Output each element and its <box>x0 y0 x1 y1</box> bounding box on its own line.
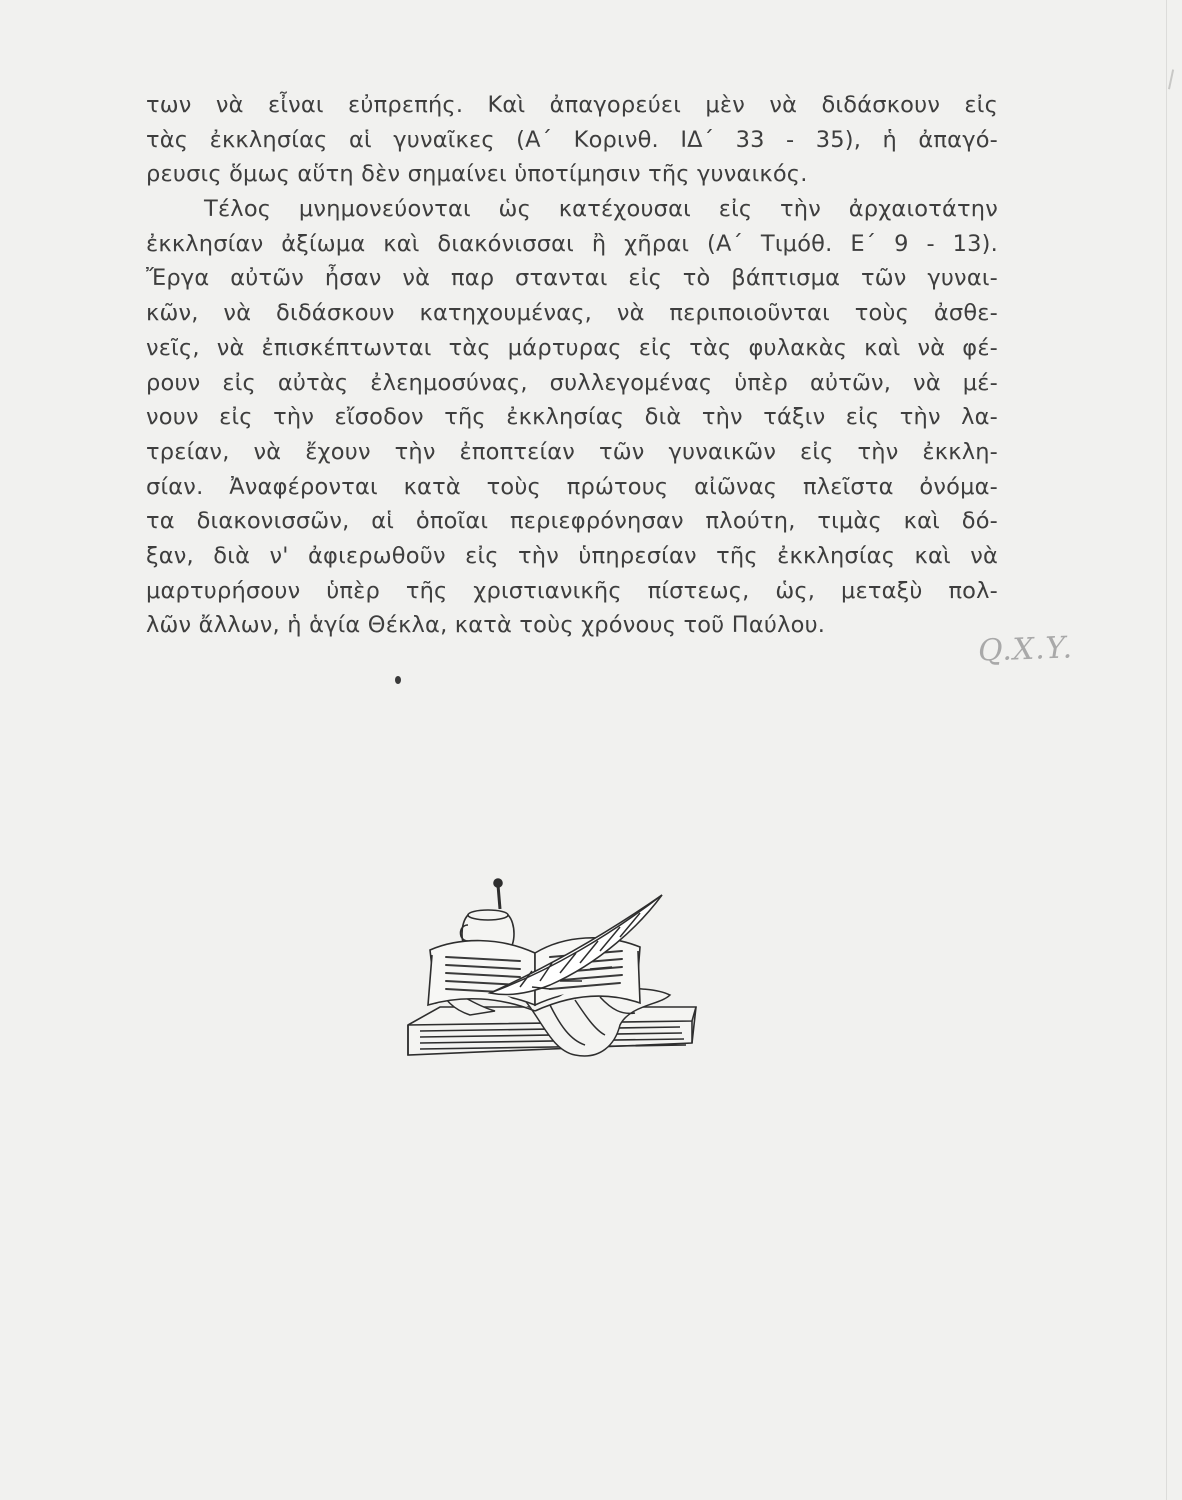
text-line: ρευσις ὅμως αὕτη δὲν σημαίνει ὑποτίμησιν τῆς γυναικός. <box>146 161 808 188</box>
text-line: Τέλος μνημονεύονται ὡς κατέχουσαι εἰς τὴν ἀρχαιοτάτην <box>204 196 998 223</box>
text-line: μαρτυρήσουν ὑπὲρ τῆς χριστιανικῆς πίστεως, ὡς, μεταξὺ πολ- <box>146 577 998 604</box>
book-quill-icon <box>400 875 700 1075</box>
text-line: σίαν. Ἀναφέρονται κατὰ τοὺς πρώτους αἰῶνας πλεῖστα ὀνόμα- <box>146 473 998 500</box>
text-line: Ἔργα αὐτῶν ἦσαν νὰ παρ στανται εἰς τὸ βάπτισμα τῶν γυναι- <box>146 265 998 292</box>
text-line: ρουν εἰς αὐτὰς ἐλεημοσύνας, συλλεγομένας ὑπὲρ αὐτῶν, νὰ μέ- <box>146 369 998 396</box>
edge-mark <box>1168 69 1180 90</box>
handwritten-pencil-note: Q.X.Y. <box>977 630 1074 669</box>
body-text <box>146 88 998 643</box>
text-line: τρείαν, νὰ ἔχουν τὴν ἐποπτείαν τῶν γυναικῶν εἰς τὴν ἐκκλη- <box>146 438 998 465</box>
text-line: τὰς ἐκκλησίας αἱ γυναῖκες (Α΄ Κορινθ. ΙΔ΄ 33 - 35), ἡ ἀπαγό- <box>146 126 998 153</box>
text-line: νεῖς, νὰ ἐπισκέπτωνται τὰς μάρτυρας εἰς τὰς φυλακὰς καὶ νὰ φέ- <box>146 334 998 361</box>
text-line: των νὰ εἶναι εὐπρεπής. Καὶ ἀπαγορεύει μὲν νὰ διδάσκουν εἰς <box>146 92 998 118</box>
scan-edge-line <box>1166 0 1167 1500</box>
text-line: νουν εἰς τὴν εἴσοδον τῆς ἐκκλησίας διὰ τὴν τάξιν εἰς τὴν λα- <box>146 404 998 431</box>
ink-dot <box>395 676 401 684</box>
text-line: ἐκκλησίαν ἀξίωμα καὶ διακόνισσαι ἢ χῆραι (Α΄ Τιμόθ. Ε΄ 9 - 13). <box>146 230 998 257</box>
text-line: τα διακονισσῶν, αἱ ὁποῖαι περιεφρόνησαν πλούτη, τιμὰς καὶ δό- <box>146 508 998 535</box>
text-line: ξαν, διὰ ν' ἀφιερωθοῦν εἰς τὴν ὑπηρεσίαν τῆς ἐκκλησίας καὶ νὰ <box>146 542 998 569</box>
text-line: κῶν, νὰ διδάσκουν κατηχουμένας, νὰ περιποιοῦνται τοὺς ἀσθε- <box>146 300 998 327</box>
text-line: λῶν ἄλλων, ἡ ἁγία Θέκλα, κατὰ τοὺς χρόνους τοῦ Παύλου. <box>146 612 826 639</box>
